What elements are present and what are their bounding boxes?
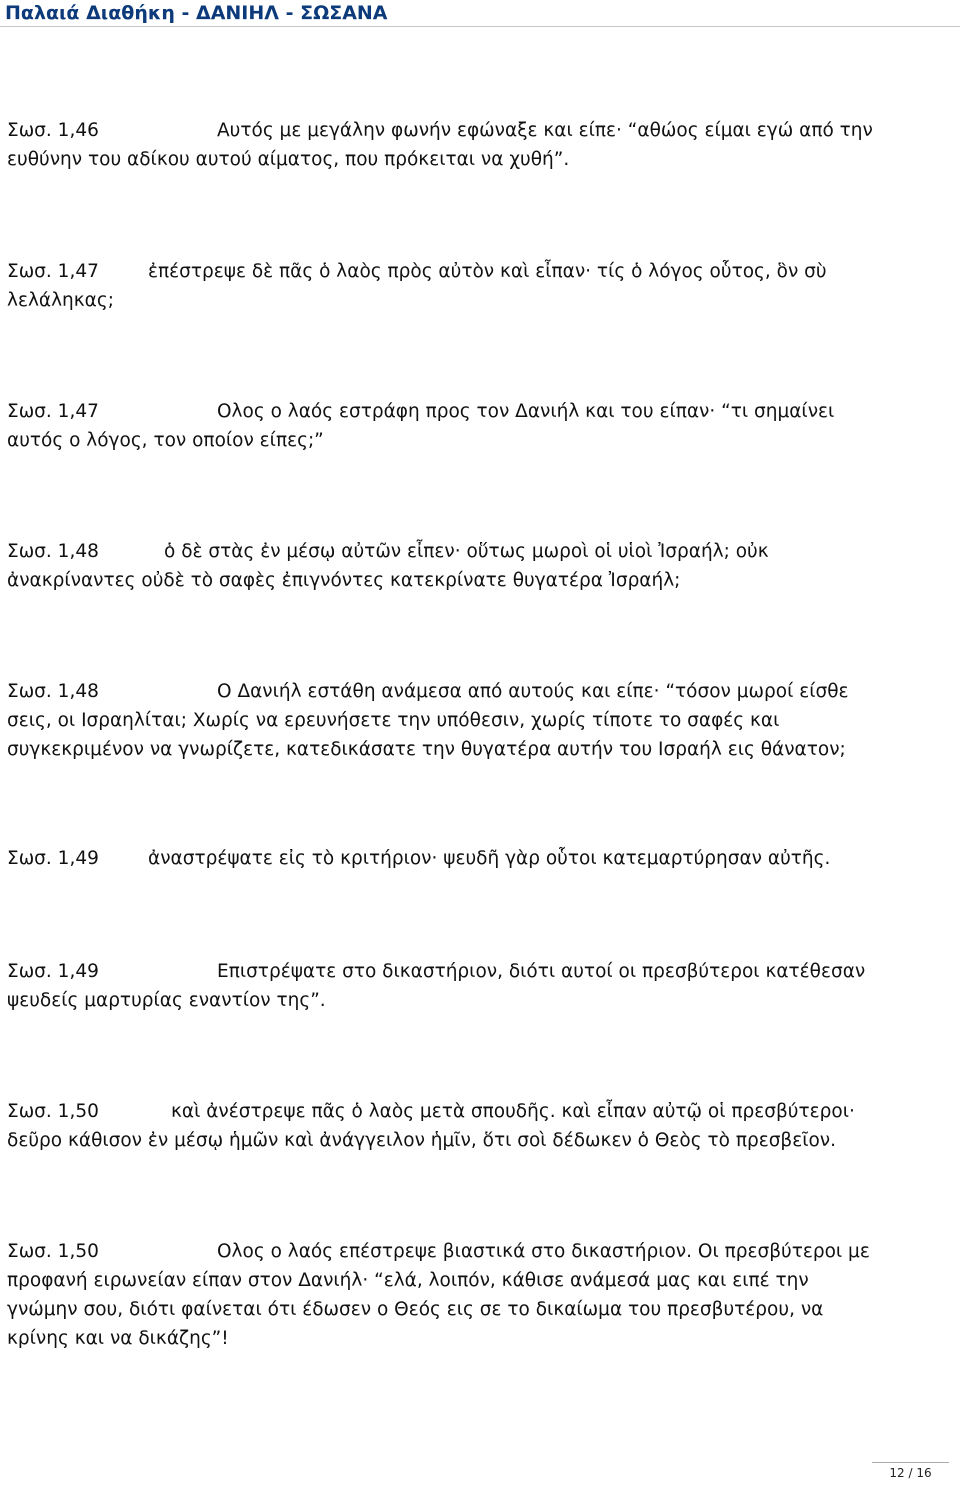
- page-number: 12 / 16: [889, 1466, 932, 1480]
- verse-text: καὶ ἀνέστρεψε πᾶς ὁ λαὸς μετὰ σπουδῆς. καὶ εἶπαν αὐτῷ οἱ πρεσβύτεροι·: [171, 1101, 855, 1122]
- verse-reference: Σωσ. 1,49: [7, 961, 99, 982]
- verse-text: ψευδείς μαρτυρίας εναντίον της”.: [7, 990, 326, 1011]
- verse-line: [7, 706, 937, 735]
- verse-text: σεις, οι Ισραηλίται; Χωρίς να ερευνήσετε την υπόθεσιν, χωρίς τίποτε το σαφές και: [7, 710, 780, 731]
- verse-text: κρίνης και να δικάζης”!: [7, 1328, 229, 1349]
- verse-text: λελάληκας;: [7, 290, 114, 311]
- verse-text: δεῦρο κάθισον ἐν μέσῳ ἡμῶν καὶ ἀνάγγειλον ἡμῖν, ὅτι σοὶ δέδωκεν ὁ Θεὸς τὸ πρεσβεῖον.: [7, 1130, 837, 1151]
- verse-text: ἀναστρέψατε εἰς τὸ κριτήριον· ψευδῆ γὰρ οὗτοι κατεμαρτύρησαν αὐτῆς.: [148, 848, 831, 869]
- verse-reference: Σωσ. 1,47: [7, 401, 99, 422]
- verse-text: ἀνακρίναντες οὐδὲ τὸ σαφὲς ἐπιγνόντες κατεκρίνατε θυγατέρα Ἰσραήλ;: [7, 570, 681, 591]
- verse-reference: Σωσ. 1,50: [7, 1101, 99, 1122]
- verse-reference: Σωσ. 1,46: [7, 120, 99, 141]
- footer-divider: [872, 1462, 949, 1463]
- verse-text: Ο Δανιήλ εστάθη ανάμεσα από αυτούς και είπε· “τόσον μωροί είσθε: [217, 681, 849, 702]
- verse-reference: Σωσ. 1,47: [7, 261, 99, 282]
- verse-block: [7, 397, 937, 455]
- verse-line: [7, 257, 937, 286]
- verse-line: [7, 986, 937, 1015]
- page-title: Παλαιά Διαθήκη - ΔΑΝΙΗΛ - ΣΩΣΑΝΑ: [5, 2, 388, 24]
- verse-line: [7, 1237, 937, 1266]
- verse-text: Ολος ο λαός επέστρεψε βιαστικά στο δικαστήριον. Οι πρεσβύτεροι με: [217, 1241, 870, 1262]
- verse-line: [7, 1266, 937, 1295]
- verse-line: [7, 1126, 937, 1155]
- verse-line: [7, 537, 937, 566]
- verse-line: [7, 677, 937, 706]
- verse-line: [7, 844, 937, 873]
- verse-text: Ολος ο λαός εστράφη προς τον Δανιήλ και του είπαν· “τι σημαίνει: [217, 401, 835, 422]
- verse-line: [7, 1324, 937, 1353]
- verse-block: [7, 957, 937, 1015]
- verse-block: [7, 1237, 937, 1353]
- verse-reference: Σωσ. 1,48: [7, 681, 99, 702]
- verse-text: συγκεκριμένον να γνωρίζετε, κατεδικάσατε την θυγατέρα αυτήν του Ισραήλ εις θάνατον;: [7, 739, 846, 760]
- verse-line: [7, 566, 937, 595]
- verse-text: ευθύνην του αδίκου αυτού αίματος, που πρόκειται να χυθή”.: [7, 149, 570, 170]
- verse-block: [7, 1097, 937, 1155]
- verse-line: [7, 426, 937, 455]
- verse-text: Αυτός με μεγάλην φωνήν εφώναξε και είπε· “αθώος είμαι εγώ από την: [217, 120, 873, 141]
- verse-line: [7, 286, 937, 315]
- verse-block: [7, 257, 937, 315]
- verse-block: [7, 537, 937, 595]
- verse-block: [7, 844, 937, 873]
- verse-line: [7, 145, 937, 174]
- verse-text: ἐπέστρεψε δὲ πᾶς ὁ λαὸς πρὸς αὐτὸν καὶ εἶπαν· τίς ὁ λόγος οὗτος, ὃν σὺ: [148, 261, 827, 282]
- verse-block: [7, 677, 937, 764]
- verse-block: [7, 116, 937, 174]
- verse-line: [7, 1295, 937, 1324]
- verse-line: [7, 116, 937, 145]
- verse-line: [7, 735, 937, 764]
- verse-reference: Σωσ. 1,50: [7, 1241, 99, 1262]
- verse-reference: Σωσ. 1,49: [7, 848, 99, 869]
- verse-line: [7, 1097, 937, 1126]
- verse-text: αυτός ο λόγος, τον οποίον είπες;”: [7, 430, 324, 451]
- verse-line: [7, 397, 937, 426]
- verse-text: Επιστρέψατε στο δικαστήριον, διότι αυτοί οι πρεσβύτεροι κατέθεσαν: [217, 961, 866, 982]
- verse-text: γνώμην σου, διότι φαίνεται ότι έδωσεν ο Θεός εις σε το δικαίωμα του πρεσβυτέρου, να: [7, 1299, 824, 1320]
- verse-reference: Σωσ. 1,48: [7, 541, 99, 562]
- page-header: [0, 0, 960, 27]
- verse-text: ὁ δὲ στὰς ἐν μέσῳ αὐτῶν εἶπεν· οὕτως μωροὶ οἱ υἱοὶ Ἰσραήλ; οὐκ: [164, 541, 769, 562]
- verse-text: προφανή ειρωνείαν είπαν στον Δανιήλ· “ελά, λοιπόν, κάθισε ανάμεσά μας και ειπέ την: [7, 1270, 809, 1291]
- verse-line: [7, 957, 937, 986]
